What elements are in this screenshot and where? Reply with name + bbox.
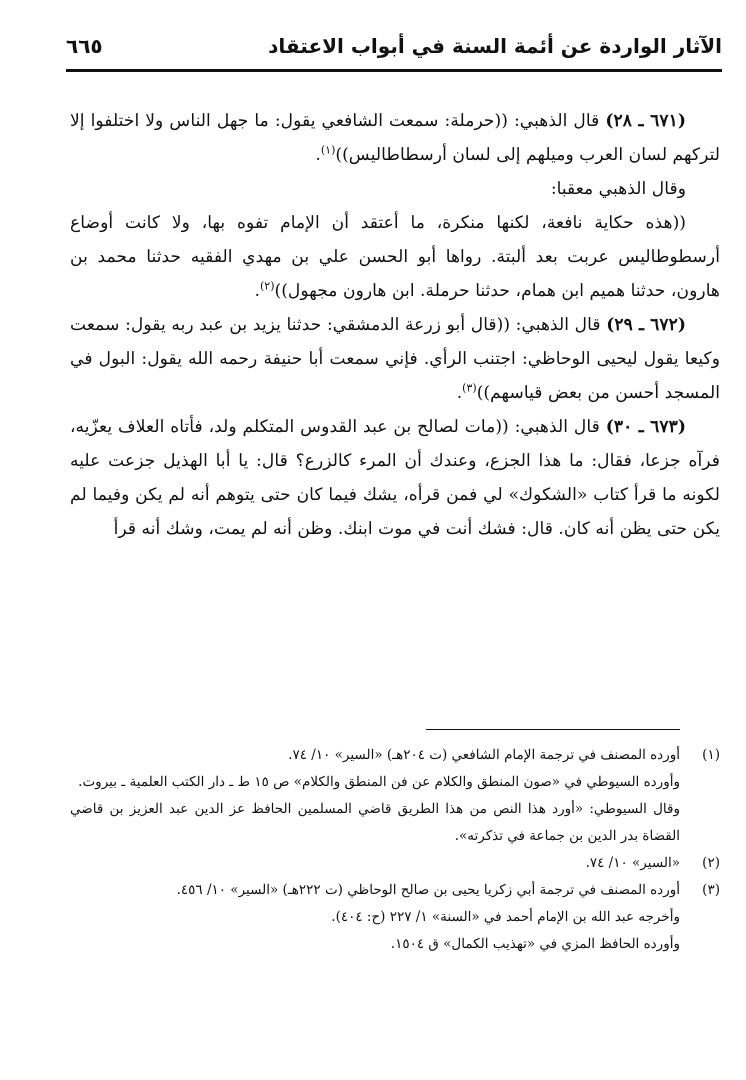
entry-number: (٦٧٢ ـ ٢٩) (606, 315, 687, 335)
main-text (70, 104, 720, 546)
footnote-label: (١) (702, 747, 720, 763)
entry-671-comment: ((هذه حكاية نافعة، لكنها منكرة، ما أعتقد أن الإمام تفوه بها، ولا كانت أوضاع أرسطوطاليس عربت بعد ألبتة. رواها أبو الحسن علي بن مهدي الفقيه حدثنا محمد بن هارون، حدثنا هميم ابن همام، حدثنا حرملة. ابن هارون مجهول))$^{(٢)}$. (70, 213, 720, 301)
entry-673 (70, 410, 720, 546)
footnote-1 (70, 742, 720, 850)
running-title: الآثار الواردة عن أئمة السنة في أبواب الاعتقاد (268, 34, 722, 58)
footnote-text: وأخرجه عبد الله بن الإمام أحمد في «السنة» ١/ ٢٢٧ (ح: ٤٠٤). (331, 909, 680, 925)
footnote-text: «السير» ١٠/ ٧٤. (585, 855, 680, 871)
entry-text: قال الذهبي: ((مات لصالح بن عبد القدوس المتكلم ولد، فأتاه العلاف يعزّيه، فرآه جزعا، فقال: ما هذا الجزع، وعندك أن المرء كالزرع؟ قال: يا أبا الهذيل جزعت عليه لكونه ما قرأ كتاب «الشكوك» لي فمن قرأه، يشك فيما كان حتى يتوهم أنه لم يكن وفيما لم يكن حتى يظن أنه كان. قال: فشك أنت في موت ابنك. وظن أنه لم يمت، وشك أنه قرأ (70, 417, 720, 539)
footnote-3 (70, 877, 720, 958)
footnotes (70, 742, 720, 958)
footnote-separator (426, 729, 680, 730)
entry-number: (٦٧٣ ـ ٣٠) (605, 417, 686, 437)
entry-672: (٦٧٢ ـ ٢٩) قال الذهبي: ((قال أبو زرعة الدمشقي: حدثنا يزيد بن عبد ربه يقول: سمعت وكيعا يقول ليحيى الوحاظي: اجتنب الرأي. فإني سمعت أبا حنيفة رحمه الله يقول: البول في المسجد أحسن من بعض قياسهم))$^{(٣)}$. (70, 315, 720, 403)
entry-text: قال الذهبي: ((حرملة: سمعت الشافعي يقول: ما جهل الناس ولا اختلفوا إلا لتركهم لسان العرب وميلهم إلى لسان أرسطاطاليس)) (70, 111, 720, 165)
entry-text: قال الذهبي: ((قال أبو زرعة الدمشقي: حدثنا يزيد بن عبد ربه يقول: سمعت وكيعا يقول ليحيى الوحاظي: اجتنب الرأي. فإني سمعت أبا حنيفة رحمه الله يقول: البول في المسجد أحسن من بعض قياسهم)) (70, 315, 720, 403)
footnote-text: وقال السيوطي: «أورد هذا النص من هذا الطريق قاضي المسلمين الحافظ عز الدين عبد العزيز بن قاضي القضاة بدر الدين بن جماعة في تذكرته». (70, 801, 680, 844)
footnote-label: (٢) (702, 855, 720, 871)
entry-671: (٦٧١ ـ ٢٨) قال الذهبي: ((حرملة: سمعت الشافعي يقول: ما جهل الناس ولا اختلفوا إلا لتركهم لسان العرب وميلهم إلى لسان أرسطاطاليس))$^{(١)}$. (70, 111, 720, 165)
header-rule (66, 69, 722, 72)
footnote-label: (٣) (702, 882, 720, 898)
entry-671-comment-intro: وقال الذهبي معقبا: (550, 179, 686, 199)
page-header (66, 30, 722, 66)
footnote-text: أورده المصنف في ترجمة أبي زكريا يحيى بن صالح الوحاظي (ت ٢٢٢هـ) «السير» ١٠/ ٤٥٦. (176, 882, 680, 898)
page-number: ٦٦٥ (66, 34, 103, 58)
footnote-text: أورده المصنف في ترجمة الإمام الشافعي (ت ٢٠٤هـ) «السير» ١٠/ ٧٤. (288, 747, 680, 763)
footnote-text: وأورده السيوطي في «صون المنطق والكلام عن فن المنطق والكلام» ص ١٥ ط ـ دار الكتب العلمية ـ بيروت. (78, 774, 680, 790)
footnote-text: وأورده الحافظ المزي في «تهذيب الكمال» ق ١٥٠٤. (390, 936, 680, 952)
footnote-2 (70, 850, 720, 877)
entry-number: (٦٧١ ـ ٢٨) (605, 111, 686, 131)
footnote-ref: (٢) (259, 279, 275, 293)
footnote-ref: (١) (320, 143, 336, 157)
entry-text: ((هذه حكاية نافعة، لكنها منكرة، ما أعتقد أن الإمام تفوه بها، ولا كانت أوضاع أرسطوطاليس عربت بعد ألبتة. رواها أبو الحسن علي بن مهدي الفقيه حدثنا محمد بن هارون، حدثنا هميم ابن همام، حدثنا حرملة. ابن هارون مجهول)) (70, 213, 720, 301)
footnote-ref: (٣) (462, 381, 477, 395)
